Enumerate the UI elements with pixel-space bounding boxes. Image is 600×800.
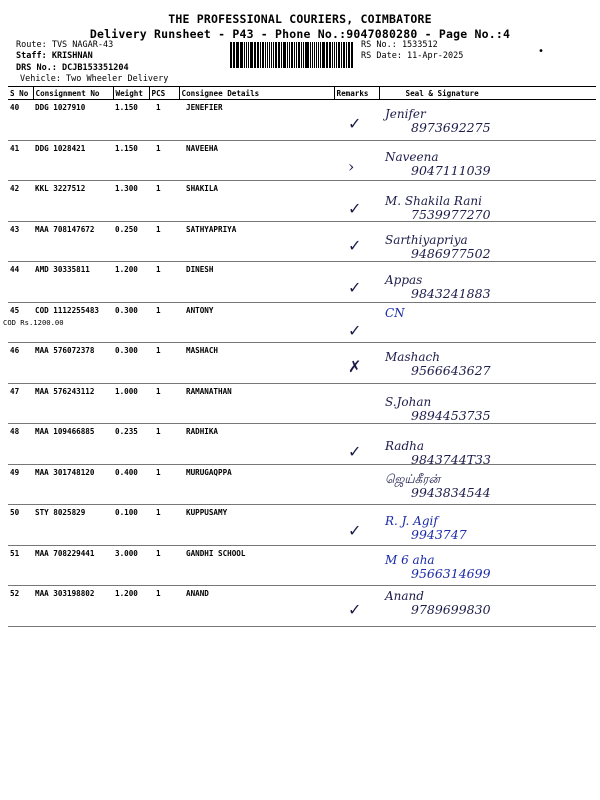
remarks-cell	[334, 464, 379, 505]
handwritten-signature: ஜெய்கீரன் 9943834544	[385, 471, 491, 500]
tick-mark: ✓	[348, 199, 362, 218]
handwritten-signature: R. J. Agif 9943747	[385, 514, 467, 542]
signature-cell	[379, 464, 596, 505]
rs-date: RS Date: 11-Apr-2025	[361, 51, 464, 61]
consignee-cell: KUPPUSAMY	[179, 505, 334, 546]
pcs-cell: 1	[149, 424, 179, 465]
table-row	[8, 545, 596, 586]
signature-cell	[379, 586, 596, 627]
remarks-cell	[334, 262, 379, 303]
sno-cell: 44	[8, 262, 33, 303]
remarks-cell	[334, 586, 379, 627]
table-row	[8, 100, 596, 141]
tick-mark: ✓	[348, 114, 362, 133]
handwritten-signature: Appas 9843241883	[385, 273, 491, 301]
signature-cell	[379, 181, 596, 222]
pcs-cell: 1	[149, 302, 179, 343]
consignee-cell: JENEFIER	[179, 100, 334, 141]
remarks-cell	[334, 505, 379, 546]
tick-mark: ✓	[348, 600, 362, 619]
consignee-cell: SATHYAPRIYA	[179, 221, 334, 262]
mark-dot: •	[538, 46, 545, 57]
company-title: THE PROFESSIONAL COURIERS, COIMBATORE	[168, 12, 432, 26]
consignment-cell: DDG 1028421	[33, 140, 113, 181]
consignment-cell: DDG 1027910	[33, 100, 113, 141]
sno-cell: 43	[8, 221, 33, 262]
signature-cell	[379, 100, 596, 141]
sno-cell: 45	[8, 302, 33, 343]
tick-mark: ✓	[348, 235, 362, 255]
signature-cell	[379, 343, 596, 384]
table-row	[8, 505, 596, 546]
col-sno: S No	[8, 87, 33, 100]
consignee-cell: DINESH	[179, 262, 334, 303]
remarks-cell	[334, 383, 379, 424]
col-consignee: Consignee Details	[179, 87, 334, 100]
handwritten-signature: Sarthiyapriya 9486977502	[385, 232, 491, 261]
consignee-cell: NAVEEHA	[179, 140, 334, 181]
weight-cell: 1.150	[113, 100, 149, 141]
consignee-cell: GANDHI SCHOOL	[179, 545, 334, 586]
col-seal: Seal & Signature	[379, 87, 596, 100]
tick-mark: ›	[348, 156, 355, 176]
sno-cell: 40	[8, 100, 33, 141]
signature-cell	[379, 505, 596, 546]
weight-cell: 1.200	[113, 586, 149, 627]
pcs-cell: 1	[149, 545, 179, 586]
pcs-cell: 1	[149, 181, 179, 222]
cod-amount: COD Rs.1200.00	[3, 317, 64, 327]
consignment-cell: MAA 576243112	[33, 383, 113, 424]
consignment-cell: STY 8025829	[33, 505, 113, 546]
vehicle-label: Vehicle: Two Wheeler Delivery	[20, 74, 169, 84]
staff-label: Staff: KRISHNAN	[16, 51, 93, 61]
table-row	[8, 302, 596, 343]
runsheet-table	[3, 86, 596, 627]
table-header	[8, 87, 596, 100]
col-remarks: Remarks	[334, 87, 379, 100]
handwritten-signature: M. Shakila Rani 7539977270	[385, 194, 491, 222]
route-label: Route: TVS NAGAR-43	[16, 40, 114, 50]
weight-cell: 1.000	[113, 383, 149, 424]
weight-cell: 0.300	[113, 302, 149, 343]
remarks-cell	[334, 302, 379, 343]
pcs-cell: 1	[149, 100, 179, 141]
signature-cell	[379, 302, 596, 343]
handwritten-signature: Anand 9789699830	[385, 589, 491, 617]
remarks-cell	[334, 545, 379, 586]
sno-cell: 48	[8, 424, 33, 465]
signature-cell	[379, 383, 596, 424]
table-row	[8, 181, 596, 222]
pcs-cell: 1	[149, 505, 179, 546]
weight-cell: 3.000	[113, 545, 149, 586]
sno-cell: 52	[8, 586, 33, 627]
pcs-cell: 1	[149, 464, 179, 505]
table-row	[8, 262, 596, 303]
consignee-cell: ANAND	[179, 586, 334, 627]
col-pcs: PCS	[149, 87, 179, 100]
remarks-cell	[334, 140, 379, 181]
signature-cell	[379, 262, 596, 303]
table-row	[8, 221, 596, 262]
drs-label: DRS No.: DCJB153351204	[16, 63, 129, 73]
table-row	[8, 424, 596, 465]
barcode	[230, 42, 354, 68]
tick-mark: ✓	[348, 442, 362, 461]
weight-cell: 1.300	[113, 181, 149, 222]
weight-cell: 0.400	[113, 464, 149, 505]
consignment-cell: COD 1112255483 COD Rs.1200.00	[33, 302, 113, 343]
signature-cell	[379, 545, 596, 586]
remarks-cell	[334, 181, 379, 222]
consignment-cell: MAA 109466885	[33, 424, 113, 465]
signature-cell	[379, 424, 596, 465]
weight-cell: 1.200	[113, 262, 149, 303]
weight-cell: 1.150	[113, 140, 149, 181]
remarks-cell	[334, 100, 379, 141]
runsheet-title: Delivery Runsheet - P43 - Phone No.:9047080280 - Page No.:4	[89, 27, 511, 41]
handwritten-signature: S.Johan 9894453735	[385, 394, 491, 423]
signature-cell	[379, 140, 596, 181]
consignee-cell: RADHIKA	[179, 424, 334, 465]
consignment-cell: KKL 3227512	[33, 181, 113, 222]
consignee-cell: ANTONY	[179, 302, 334, 343]
weight-cell: 0.235	[113, 424, 149, 465]
consignment-cell: MAA 576072378	[33, 343, 113, 384]
sno-cell: 41	[8, 140, 33, 181]
tick-mark: ✓	[348, 320, 362, 340]
consignment-cell: MAA 708229441	[33, 545, 113, 586]
table-row	[8, 586, 596, 627]
table-row	[8, 383, 596, 424]
handwritten-signature: M 6 aha 9566314699	[385, 552, 491, 581]
handwritten-signature: Naveena 9047111039	[385, 149, 491, 178]
table-row	[8, 464, 596, 505]
handwritten-signature: Jenifer 8973692275	[385, 107, 491, 135]
sno-cell: 46	[8, 343, 33, 384]
consignment-cell: MAA 708147672	[33, 221, 113, 262]
consignment-cell: MAA 303198802	[33, 586, 113, 627]
pcs-cell: 1	[149, 343, 179, 384]
consignee-cell: MASHACH	[179, 343, 334, 384]
weight-cell: 0.300	[113, 343, 149, 384]
consignee-cell: SHAKILA	[179, 181, 334, 222]
consignment-cell: AMD 30335811	[33, 262, 113, 303]
tick-mark: ✗	[348, 357, 362, 376]
col-weight: Weight	[113, 87, 149, 100]
signature-cell	[379, 221, 596, 262]
weight-cell: 0.250	[113, 221, 149, 262]
pcs-cell: 1	[149, 262, 179, 303]
table-row	[8, 140, 596, 181]
tick-mark: ✓	[348, 278, 362, 297]
table-row	[8, 343, 596, 384]
consignee-cell: MURUGAQPPA	[179, 464, 334, 505]
pcs-cell: 1	[149, 221, 179, 262]
pcs-cell: 1	[149, 383, 179, 424]
sno-cell: 42	[8, 181, 33, 222]
handwritten-signature: Radha 9843744T33	[385, 439, 491, 467]
sno-cell: 47	[8, 383, 33, 424]
sno-cell: 51	[8, 545, 33, 586]
sno-cell: 49	[8, 464, 33, 505]
consignment-cell: MAA 301748120	[33, 464, 113, 505]
remarks-cell	[334, 343, 379, 384]
tick-mark: ✓	[348, 521, 362, 540]
remarks-cell	[334, 424, 379, 465]
sno-cell: 50	[8, 505, 33, 546]
pcs-cell: 1	[149, 586, 179, 627]
remarks-cell	[334, 221, 379, 262]
weight-cell: 0.100	[113, 505, 149, 546]
handwritten-signature: CN	[385, 305, 405, 320]
consignee-cell: RAMANATHAN	[179, 383, 334, 424]
rs-number: RS No.: 1533512	[361, 40, 438, 50]
col-consignment: Consignment No	[33, 87, 113, 100]
pcs-cell: 1	[149, 140, 179, 181]
handwritten-signature: Mashach 9566643627	[385, 350, 491, 378]
